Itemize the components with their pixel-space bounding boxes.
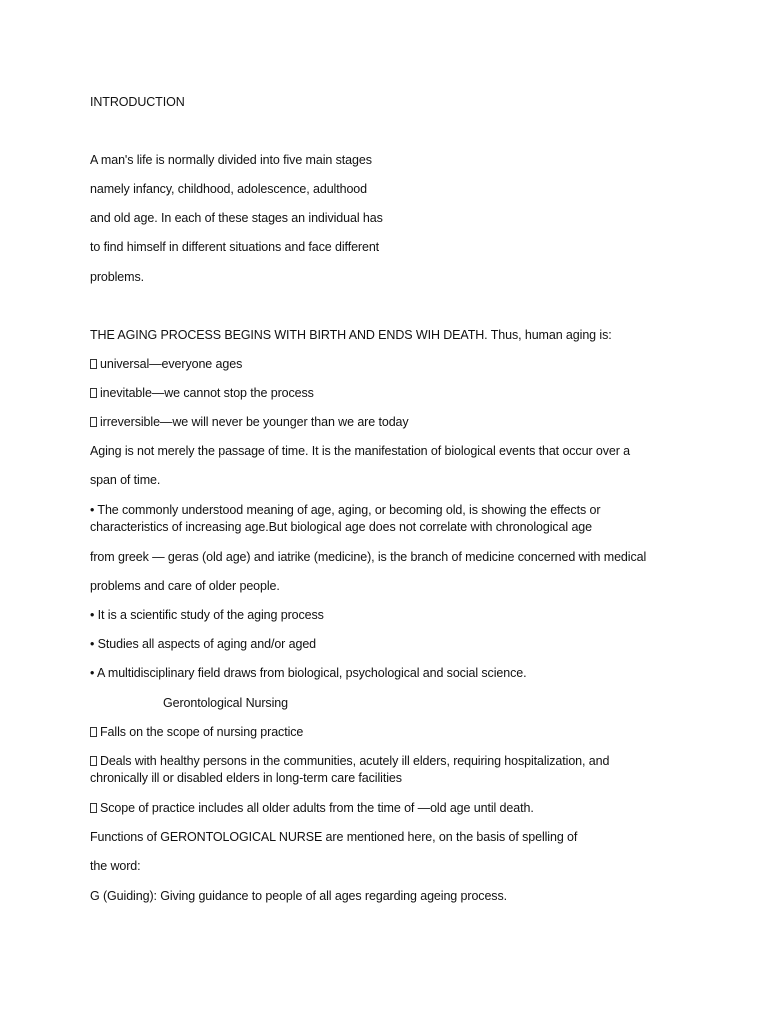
bullet-scientific-study: • It is a scientific study of the aging process	[90, 608, 324, 622]
nursing-text: Deals with healthy persons in the communities, acutely ill elders, requiring hospitalization, and chronically ill or disabled elders in long-term care facilities	[90, 754, 610, 785]
bullet-box-icon	[90, 756, 97, 766]
section-heading: INTRODUCTION	[90, 95, 185, 109]
intro-line-4: to find himself in different situations and face different	[90, 240, 380, 254]
trait-inevitable	[90, 386, 314, 401]
bullet-box-icon	[90, 727, 97, 737]
bullet-box-icon	[90, 359, 97, 369]
subheading-gerontological-nursing: Gerontological Nursing	[163, 696, 288, 710]
intro-line-1: A man's life is normally divided into five main stages	[90, 153, 372, 167]
intro-line-3: and old age. In each of these stages an individual has	[90, 211, 383, 225]
trait-text: inevitable—we cannot stop the process	[100, 386, 314, 400]
bullet-box-icon	[90, 803, 97, 813]
nursing-practice-line	[90, 801, 534, 816]
aging-definition-line-1: Aging is not merely the passage of time. It is the manifestation of biological events that occur over a	[90, 444, 630, 458]
bullet-multidisciplinary: • A multidisciplinary field draws from biological, psychological and social science.	[90, 666, 527, 680]
trait-universal	[90, 357, 242, 372]
greek-line-2: problems and care of older people.	[90, 579, 280, 593]
intro-line-5: problems.	[90, 270, 144, 284]
nursing-text: Scope of practice includes all older adults from the time of —old age until death.	[100, 801, 534, 815]
nursing-deals-paragraph	[90, 753, 650, 787]
bullet-aspects: • Studies all aspects of aging and/or aged	[90, 637, 317, 651]
aging-definition-line-2: span of time.	[90, 473, 161, 487]
greek-line-1: from greek — geras (old age) and iatrike (medicine), is the branch of medicine concerned with medical	[90, 550, 647, 564]
functions-line-2: the word:	[90, 859, 141, 873]
trait-text: irreversible—we will never be younger than we are today	[100, 415, 409, 429]
guiding-line: G (Guiding): Giving guidance to people of all ages regarding ageing process.	[90, 889, 507, 903]
trait-irreversible	[90, 415, 409, 430]
bullet-box-icon	[90, 417, 97, 427]
meaning-paragraph: • The commonly understood meaning of age, aging, or becoming old, is showing the effects or characteristics of increasing age.But biological age does not correlate with chronological age	[90, 503, 601, 534]
aging-statement: THE AGING PROCESS BEGINS WITH BIRTH AND ENDS WIH DEATH. Thus, human aging is:	[90, 328, 612, 342]
bullet-box-icon	[90, 388, 97, 398]
trait-text: universal—everyone ages	[100, 357, 243, 371]
intro-line-2: namely infancy, childhood, adolescence, adulthood	[90, 182, 368, 196]
functions-line-1: Functions of GERONTOLOGICAL NURSE are mentioned here, on the basis of spelling of	[90, 830, 578, 844]
nursing-scope-line	[90, 725, 303, 740]
nursing-text: Falls on the scope of nursing practice	[100, 725, 304, 739]
